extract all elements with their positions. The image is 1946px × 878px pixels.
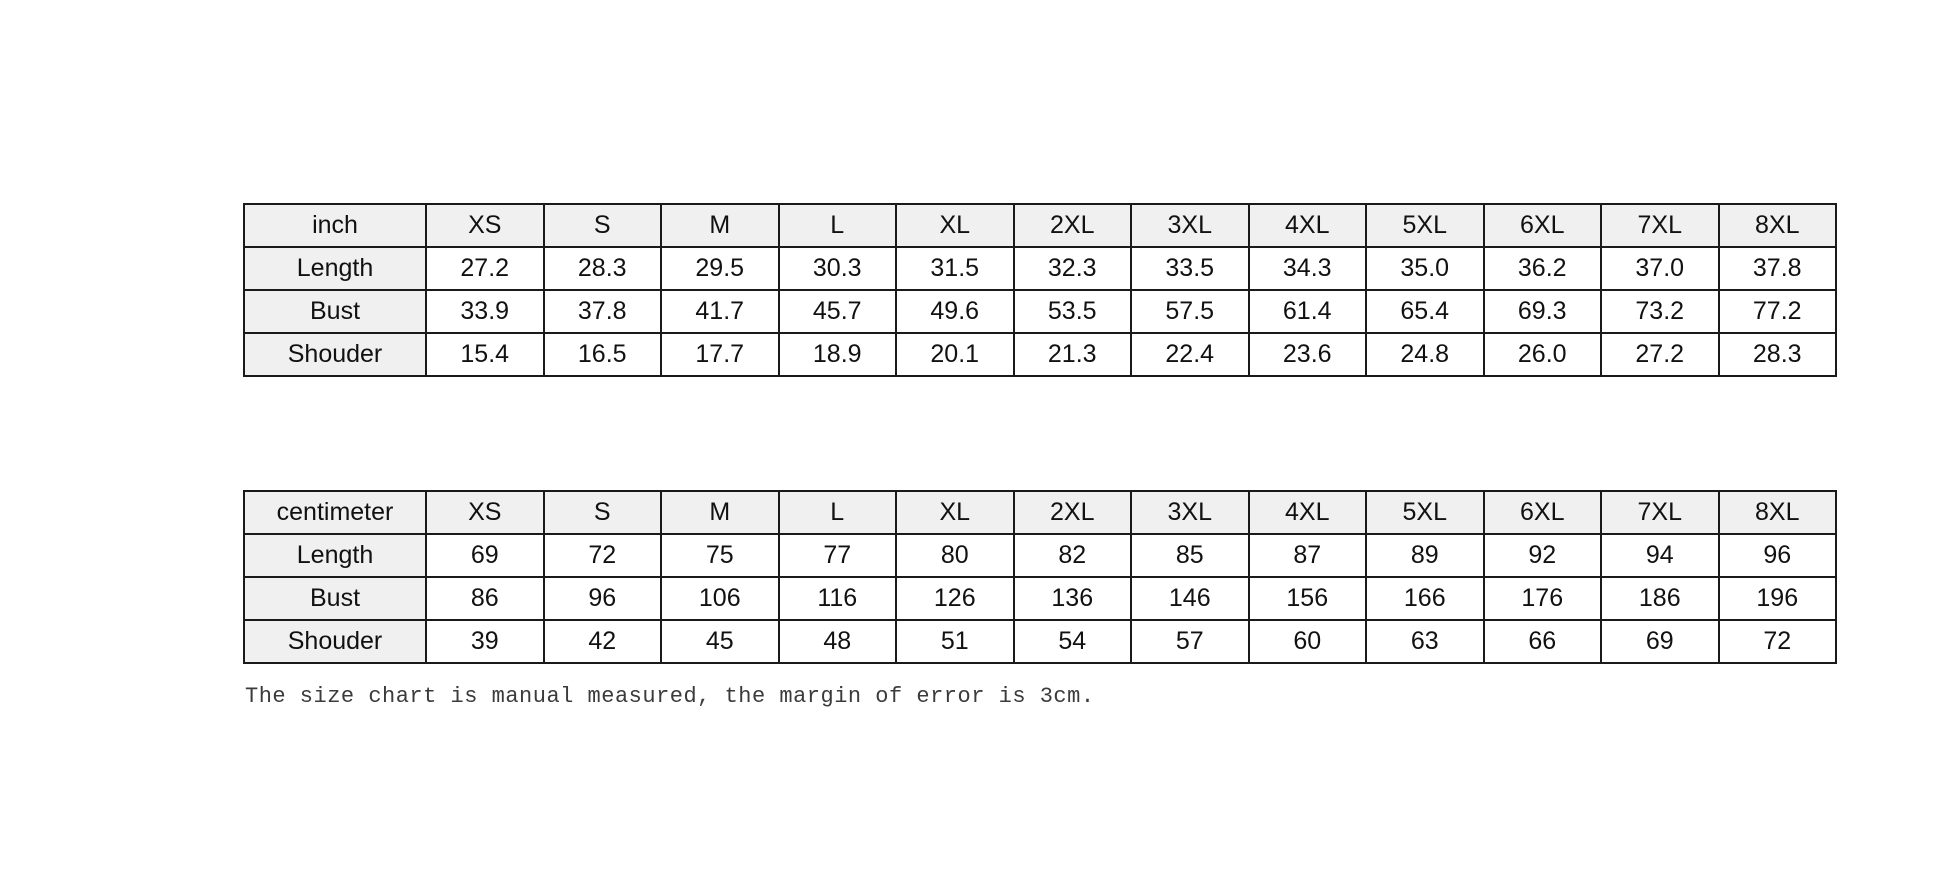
column-header: 2XL — [1014, 491, 1132, 534]
cell: 39 — [426, 620, 544, 663]
cell: 35.0 — [1366, 247, 1484, 290]
cell: 54 — [1014, 620, 1132, 663]
column-header: M — [661, 491, 779, 534]
cell: 28.3 — [1719, 333, 1837, 376]
cell: 65.4 — [1366, 290, 1484, 333]
cell: 126 — [896, 577, 1014, 620]
cell: 61.4 — [1249, 290, 1367, 333]
cell: 106 — [661, 577, 779, 620]
table-header-row — [244, 204, 1836, 247]
cell: 15.4 — [426, 333, 544, 376]
row-header: Bust — [244, 577, 426, 620]
column-header: 4XL — [1249, 204, 1367, 247]
cell: 45 — [661, 620, 779, 663]
unit-label-inch: inch — [244, 204, 426, 247]
cell: 66 — [1484, 620, 1602, 663]
cell: 94 — [1601, 534, 1719, 577]
column-header: 2XL — [1014, 204, 1132, 247]
cell: 20.1 — [896, 333, 1014, 376]
cell: 75 — [661, 534, 779, 577]
column-header: S — [544, 491, 662, 534]
row-header: Length — [244, 247, 426, 290]
cell: 26.0 — [1484, 333, 1602, 376]
cell: 33.5 — [1131, 247, 1249, 290]
column-header: L — [779, 491, 897, 534]
cell: 37.8 — [1719, 247, 1837, 290]
cell: 27.2 — [1601, 333, 1719, 376]
cell: 72 — [1719, 620, 1837, 663]
table-row — [244, 247, 1836, 290]
cell: 21.3 — [1014, 333, 1132, 376]
cell: 49.6 — [896, 290, 1014, 333]
cell: 82 — [1014, 534, 1132, 577]
row-header: Shouder — [244, 333, 426, 376]
cell: 89 — [1366, 534, 1484, 577]
cell: 37.0 — [1601, 247, 1719, 290]
cell: 77.2 — [1719, 290, 1837, 333]
column-header: XL — [896, 204, 1014, 247]
column-header: XL — [896, 491, 1014, 534]
column-header: 6XL — [1484, 491, 1602, 534]
cell: 32.3 — [1014, 247, 1132, 290]
table-row — [244, 290, 1836, 333]
row-header: Bust — [244, 290, 426, 333]
cell: 72 — [544, 534, 662, 577]
column-header: 8XL — [1719, 204, 1837, 247]
size-table-inch — [243, 203, 1837, 377]
row-header: Shouder — [244, 620, 426, 663]
cell: 136 — [1014, 577, 1132, 620]
cell: 53.5 — [1014, 290, 1132, 333]
table-row — [244, 620, 1836, 663]
cell: 186 — [1601, 577, 1719, 620]
cell: 17.7 — [661, 333, 779, 376]
cell: 34.3 — [1249, 247, 1367, 290]
measurement-note: The size chart is manual measured, the margin of error is 3cm. — [245, 684, 1095, 709]
column-header: 5XL — [1366, 491, 1484, 534]
cell: 48 — [779, 620, 897, 663]
cell: 86 — [426, 577, 544, 620]
column-header: S — [544, 204, 662, 247]
cell: 60 — [1249, 620, 1367, 663]
cell: 18.9 — [779, 333, 897, 376]
cell: 42 — [544, 620, 662, 663]
column-header: M — [661, 204, 779, 247]
column-header: 5XL — [1366, 204, 1484, 247]
column-header: XS — [426, 204, 544, 247]
column-header: 6XL — [1484, 204, 1602, 247]
cell: 166 — [1366, 577, 1484, 620]
cell: 37.8 — [544, 290, 662, 333]
cell: 69 — [426, 534, 544, 577]
cell: 27.2 — [426, 247, 544, 290]
cell: 69 — [1601, 620, 1719, 663]
cell: 156 — [1249, 577, 1367, 620]
cell: 96 — [1719, 534, 1837, 577]
unit-label-centimeter: centimeter — [244, 491, 426, 534]
cell: 45.7 — [779, 290, 897, 333]
column-header: 4XL — [1249, 491, 1367, 534]
cell: 57.5 — [1131, 290, 1249, 333]
column-header: 7XL — [1601, 491, 1719, 534]
cell: 30.3 — [779, 247, 897, 290]
table-row — [244, 333, 1836, 376]
cell: 51 — [896, 620, 1014, 663]
cell: 23.6 — [1249, 333, 1367, 376]
cell: 24.8 — [1366, 333, 1484, 376]
column-header: 3XL — [1131, 491, 1249, 534]
column-header: XS — [426, 491, 544, 534]
cell: 29.5 — [661, 247, 779, 290]
cell: 116 — [779, 577, 897, 620]
cell: 87 — [1249, 534, 1367, 577]
row-header: Length — [244, 534, 426, 577]
cell: 77 — [779, 534, 897, 577]
cell: 80 — [896, 534, 1014, 577]
cell: 22.4 — [1131, 333, 1249, 376]
table-header-row — [244, 491, 1836, 534]
column-header: L — [779, 204, 897, 247]
cell: 96 — [544, 577, 662, 620]
cell: 36.2 — [1484, 247, 1602, 290]
cell: 33.9 — [426, 290, 544, 333]
size-table-centimeter — [243, 490, 1837, 664]
cell: 41.7 — [661, 290, 779, 333]
cell: 196 — [1719, 577, 1837, 620]
column-header: 3XL — [1131, 204, 1249, 247]
cell: 31.5 — [896, 247, 1014, 290]
cell: 28.3 — [544, 247, 662, 290]
cell: 69.3 — [1484, 290, 1602, 333]
cell: 176 — [1484, 577, 1602, 620]
cell: 16.5 — [544, 333, 662, 376]
cell: 73.2 — [1601, 290, 1719, 333]
cell: 63 — [1366, 620, 1484, 663]
cell: 146 — [1131, 577, 1249, 620]
table-row — [244, 577, 1836, 620]
table-row — [244, 534, 1836, 577]
cell: 92 — [1484, 534, 1602, 577]
cell: 85 — [1131, 534, 1249, 577]
cell: 57 — [1131, 620, 1249, 663]
column-header: 8XL — [1719, 491, 1837, 534]
column-header: 7XL — [1601, 204, 1719, 247]
